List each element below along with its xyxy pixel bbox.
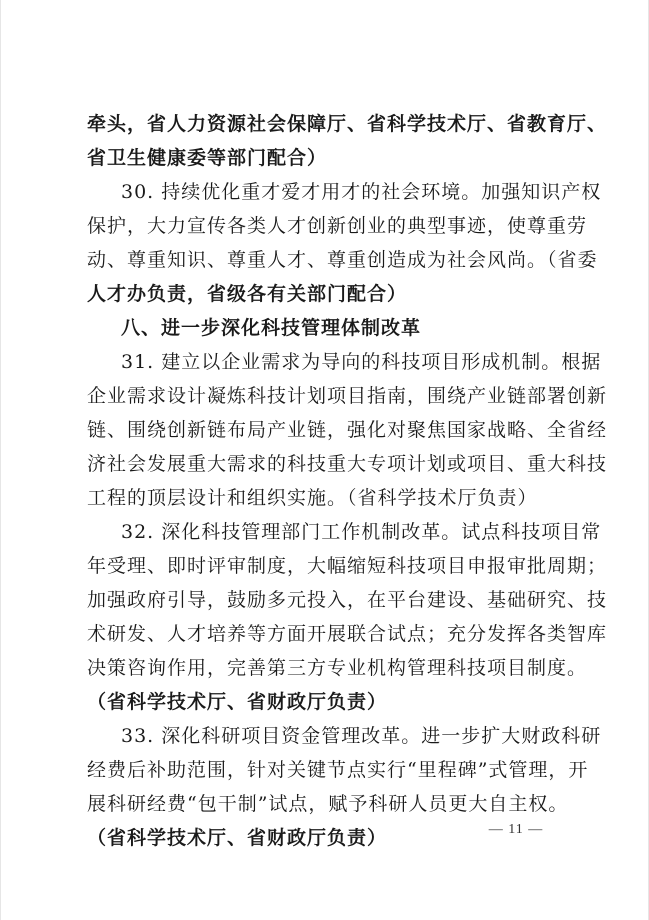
section-31-heading-line: 31. 建立以企业需求为导向的科技项目形成机制。根据 [121, 351, 602, 373]
text-line-14: 年受理、即时评审制度，大幅缩短科技项目申报审批周期； [87, 555, 608, 577]
section-33-heading-line: 33. 深化科研项目资金管理改革。进一步扩大财政科研 [121, 725, 602, 747]
section-32-heading-line: 32. 深化科技管理部门工作机制改革。试点科技项目常 [121, 521, 602, 543]
text-line-5: 动、尊重知识、尊重人才、尊重创造成为社会风尚。（省委 [87, 249, 598, 271]
text-line-12: 工程的顶层设计和组织实施。（省科学技术厅负责） [87, 487, 538, 509]
text-line-15: 加强政府引导，鼓励多元投入，在平台建设、基础研究、技 [87, 589, 608, 611]
chapter-heading: 八、进一步深化科技管理体制改革 [121, 317, 422, 339]
section-30-heading-line: 30. 持续优化重才爱才用才的社会环境。加强知识产权 [121, 181, 602, 203]
text-line-20: 经费后补助范围，针对关键节点实行“里程碑”式管理，开 [87, 759, 589, 781]
text-line-22: （省科学技术厅、省财政厅负责） [87, 827, 388, 849]
page-number: — 11 — [488, 822, 544, 837]
text-line-1: 牵头，省人力资源社会保障厅、省科学技术厅、省教育厅、 [87, 113, 608, 135]
text-line-4: 保护，大力宣传各类人才创新创业的典型事迹，使尊重劳 [87, 215, 588, 237]
text-line-21: 展科研经费“包干制”试点，赋予科研人员更大自主权。 [87, 793, 569, 815]
text-line-9: 企业需求设计凝炼科技计划项目指南，围绕产业链部署创新 [87, 385, 608, 407]
text-line-16: 术研发、人才培养等方面开展联合试点；充分发挥各类智库 [87, 623, 608, 645]
text-line-2: 省卫生健康委等部门配合） [87, 147, 328, 169]
text-line-17: 决策咨询作用，完善第三方专业机构管理科技项目制度。 [87, 657, 588, 679]
text-line-11: 济社会发展重大需求的科技重大专项计划或项目、重大科技 [87, 453, 608, 475]
text-line-18: （省科学技术厅、省财政厅负责） [87, 691, 388, 713]
text-line-6: 人才办负责，省级各有关部门配合） [87, 283, 408, 305]
text-line-10: 链、围绕创新链布局产业链，强化对聚焦国家战略、全省经 [87, 419, 608, 441]
